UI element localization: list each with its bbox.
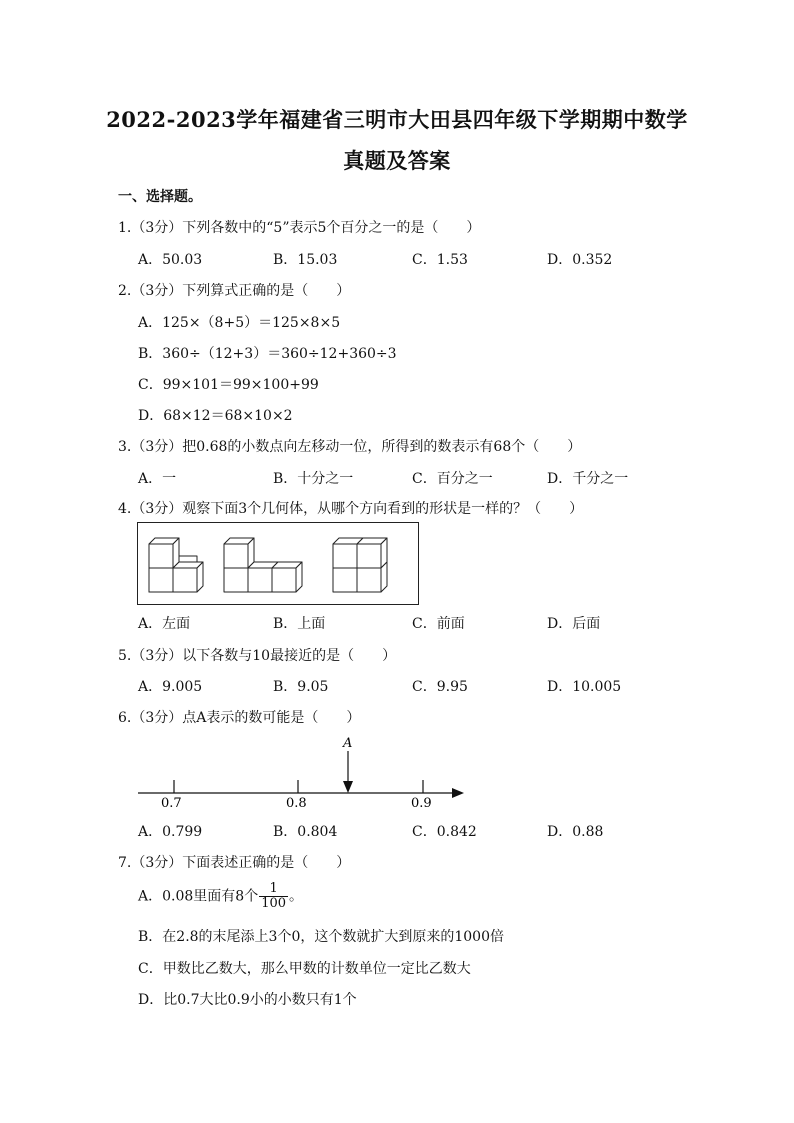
point-a-arrowhead	[343, 781, 353, 793]
q1-option-a[interactable]: A．50.03	[138, 252, 203, 268]
fraction	[259, 882, 288, 911]
question-2-stem: 2.（3分）下列算式正确的是（ ）	[118, 283, 351, 299]
question-1-stem: 1.（3分）下列各数中的“5”表示5个百分之一的是（ ）	[118, 220, 481, 236]
point-a-label: A	[343, 736, 353, 751]
title-line-2: 真题及答案	[343, 148, 451, 173]
q4-option-b[interactable]: B．上面	[273, 616, 326, 632]
cube-figure-3	[333, 538, 387, 592]
q2-option-b[interactable]: B．360÷（12+3）＝360÷12+360÷3	[138, 346, 397, 362]
question-7-stem: 7.（3分）下面表述正确的是（ ）	[118, 855, 351, 871]
q7-option-c[interactable]: C．甲数比乙数大，那么甲数的计数单位一定比乙数大	[138, 961, 471, 977]
q6-option-d[interactable]: D．0.88	[547, 824, 604, 840]
q2-option-c[interactable]: C．99×101＝99×100+99	[138, 377, 319, 393]
q5-option-b[interactable]: B．9.05	[273, 679, 329, 695]
q1-option-b[interactable]: B．15.03	[273, 252, 338, 268]
q7-option-a-suffix: 。	[289, 888, 304, 905]
tick-label-0.8: 0.8	[286, 796, 307, 809]
q7-option-d[interactable]: D．比0.7大比0.9小的小数只有1个	[138, 992, 357, 1008]
q6-option-a[interactable]: A．0.799	[138, 824, 203, 840]
title-line-1: 2022-2023学年福建省三明市大田县四年级下学期期中数学	[106, 107, 688, 132]
q3-option-b[interactable]: B．十分之一	[273, 471, 354, 487]
fraction-denominator: 100	[261, 896, 287, 911]
q5-option-c[interactable]: C．9.95	[412, 679, 468, 695]
question-3-stem: 3.（3分）把0.68的小数点向左移动一位，所得到的数表示有68个（ ）	[118, 439, 582, 455]
q7-option-a-text: A．0.08里面有8个	[138, 888, 259, 905]
q2-option-a[interactable]: A．125×（8+5）＝125×8×5	[138, 315, 341, 331]
q6-option-b[interactable]: B．0.804	[273, 824, 338, 840]
q7-option-b[interactable]: B．在2.8的末尾添上3个0，这个数就扩大到原来的1000倍	[138, 929, 504, 945]
q1-option-c[interactable]: C．1.53	[412, 252, 468, 268]
q4-cube-figures	[137, 522, 420, 606]
q7-option-a[interactable]	[138, 882, 303, 911]
fraction-numerator: 1	[259, 882, 288, 897]
number-line	[130, 733, 470, 809]
q5-option-a[interactable]: A．9.005	[138, 679, 203, 695]
q3-option-c[interactable]: C．百分之一	[412, 471, 493, 487]
q3-option-d[interactable]: D．千分之一	[547, 471, 629, 487]
tick-label-0.9: 0.9	[411, 796, 432, 809]
q4-option-c[interactable]: C．前面	[412, 616, 465, 632]
section-heading: 一、选择题。	[118, 189, 202, 205]
q1-option-d[interactable]: D．0.352	[547, 252, 613, 268]
question-4-stem: 4.（3分）观察下面3个几何体，从哪个方向看到的形状是一样的？（ ）	[118, 501, 584, 517]
q5-option-d[interactable]: D．10.005	[547, 679, 622, 695]
q3-option-a[interactable]: A．一	[138, 471, 177, 487]
tick-label-0.7: 0.7	[161, 796, 182, 809]
q6-option-c[interactable]: C．0.842	[412, 824, 477, 840]
question-5-stem: 5.（3分）以下各数与10最接近的是（ ）	[118, 648, 397, 664]
q2-option-d[interactable]: D．68×12＝68×10×2	[138, 408, 293, 424]
question-6-stem: 6.（3分）点A表示的数可能是（ ）	[118, 710, 361, 726]
number-line-arrowhead	[452, 788, 464, 798]
q4-option-a[interactable]: A．左面	[138, 616, 191, 632]
q4-option-d[interactable]: D．后面	[547, 616, 601, 632]
